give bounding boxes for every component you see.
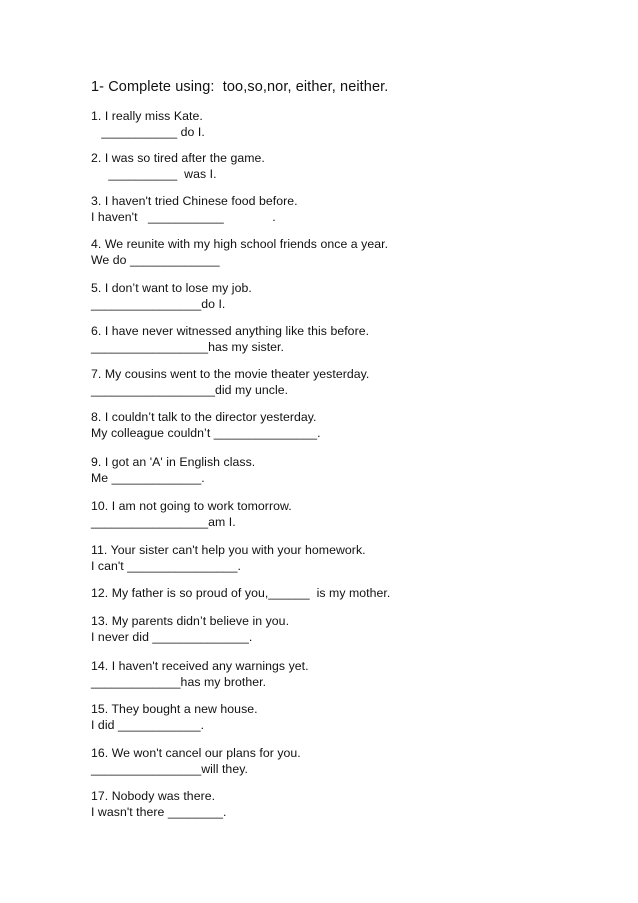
answer-line: I wasn't there ________. (91, 805, 227, 819)
exercise-item-1 (91, 108, 611, 140)
question-text: 1. I really miss Kate. (91, 109, 203, 123)
question-text: 5. I don’t want to lose my job. (91, 281, 252, 295)
question-text: 6. I have never witnessed anything like this before. (91, 324, 370, 338)
exercise-item-7 (91, 366, 611, 398)
exercise-item-4 (91, 236, 611, 268)
answer-line: ___________ do I. (91, 125, 205, 139)
exercise-item-15 (91, 701, 611, 733)
question-text: 15. They bought a new house. (91, 702, 258, 716)
exercise-item-5 (91, 280, 611, 312)
answer-line: Me _____________. (91, 471, 205, 485)
answer-line: My colleague couldn’t _______________. (91, 426, 321, 440)
question-text: 3. I haven't tried Chinese food before. (91, 194, 298, 208)
exercise-item-17 (91, 788, 611, 820)
exercise-item-13 (91, 613, 611, 645)
question-text: 7. My cousins went to the movie theater yesterday. (91, 367, 370, 381)
question-text: 12. My father is so proud of you,______ is my mother. (91, 586, 391, 600)
question-text: 4. We reunite with my high school friends once a year. (91, 237, 389, 251)
answer-line: ________________will they. (91, 762, 248, 776)
question-text: 17. Nobody was there. (91, 789, 216, 803)
question-text: 9. I got an 'A' in English class. (91, 455, 256, 469)
exercise-item-9 (91, 454, 611, 486)
exercise-item-14 (91, 658, 611, 690)
exercise-item-10 (91, 498, 611, 530)
answer-line: We do _____________ (91, 253, 220, 267)
question-text: 8. I couldn’t talk to the director yesterday. (91, 410, 317, 424)
answer-line: I did ____________. (91, 718, 205, 732)
question-text: 13. My parents didn’t believe in you. (91, 614, 290, 628)
exercise-item-8 (91, 409, 611, 441)
question-text: 14. I haven't received any warnings yet. (91, 659, 309, 673)
answer-line: I never did ______________. (91, 630, 253, 644)
exercise-item-11 (91, 542, 611, 574)
answer-line: _____________has my brother. (91, 675, 267, 689)
exercise-item-2 (91, 150, 611, 182)
exercise-item-16 (91, 745, 611, 777)
exercise-item-12 (91, 585, 611, 601)
question-text: 11. Your sister can't help you with your homework. (91, 543, 366, 557)
question-text: 10. I am not going to work tomorrow. (91, 499, 292, 513)
exercise-item-3 (91, 193, 611, 225)
answer-line: __________________did my uncle. (91, 383, 289, 397)
answer-line: ________________do I. (91, 297, 226, 311)
answer-line: __________ was I. (91, 167, 217, 181)
question-text: 16. We won't cancel our plans for you. (91, 746, 301, 760)
answer-line: _________________am I. (91, 515, 236, 529)
answer-line: I can't ________________. (91, 559, 241, 573)
answer-line: _________________has my sister. (91, 340, 284, 354)
question-text: 2. I was so tired after the game. (91, 151, 265, 165)
answer-line: I haven't ___________ . (91, 210, 276, 224)
worksheet-title: 1- Complete using: too,so,nor, either, neither. (91, 79, 389, 95)
exercise-item-6 (91, 323, 611, 355)
